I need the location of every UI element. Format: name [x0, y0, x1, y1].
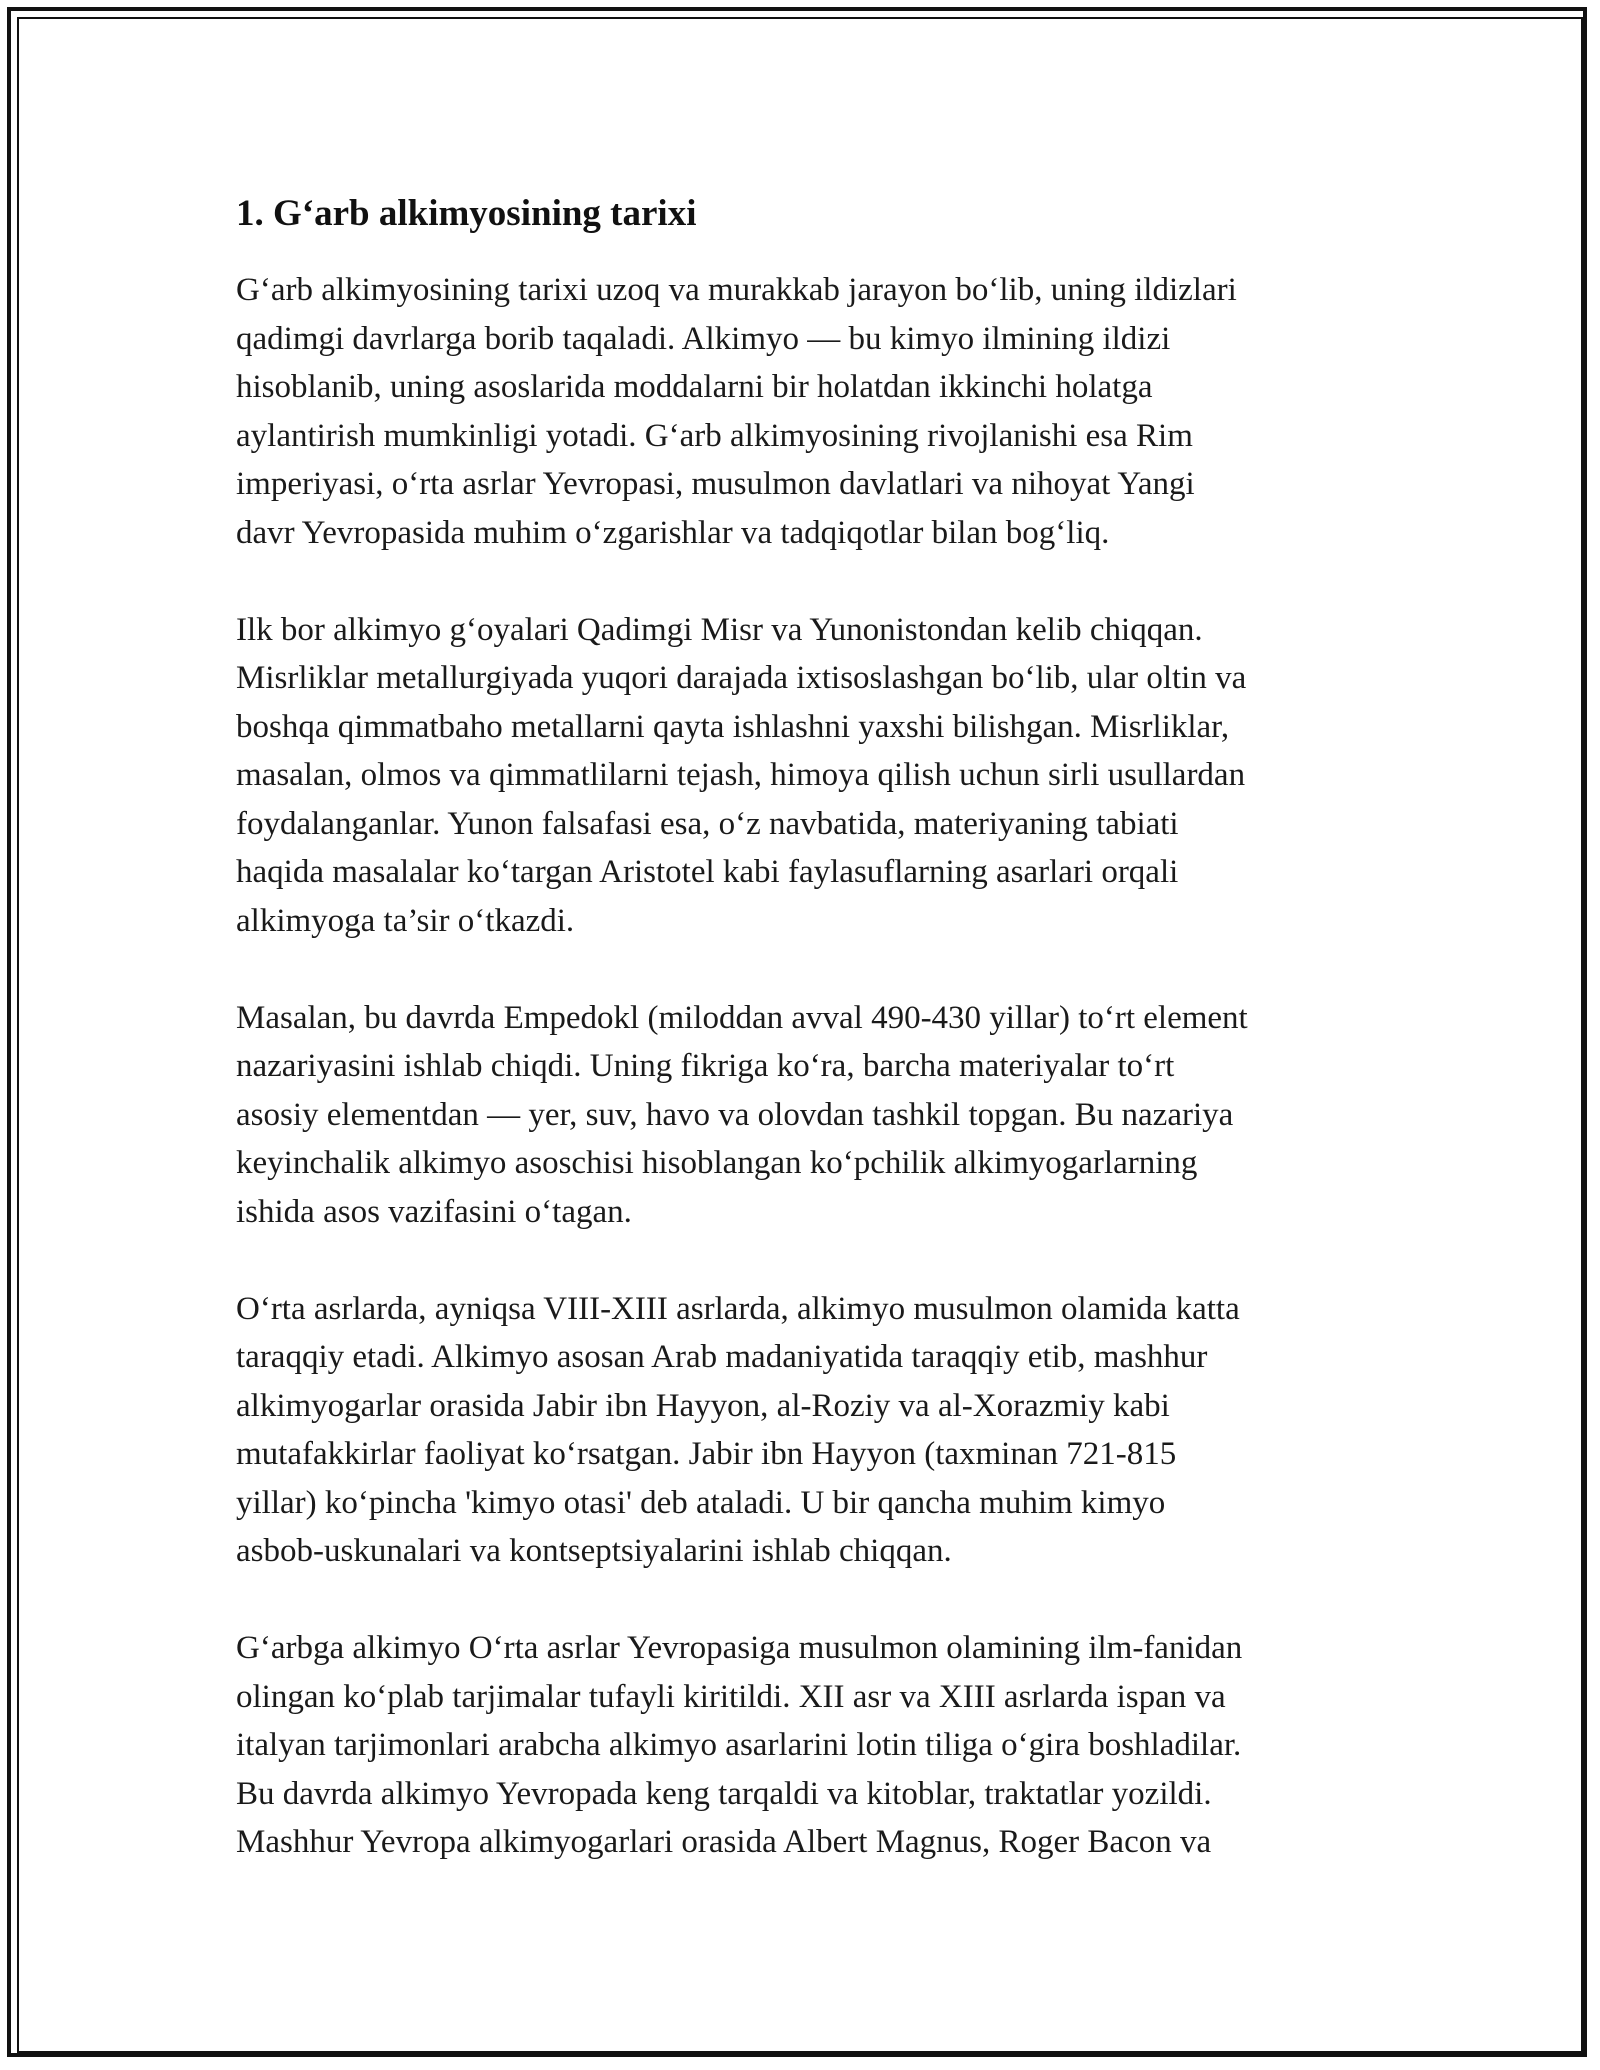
- paragraph-line: haqida masalalar ko‘targan Aristotel kabi faylasuflarning asarlari orqali: [236, 854, 1179, 890]
- section-heading: 1. G‘arb alkimyosining tarixi: [236, 193, 697, 234]
- paragraph-line: taraqqiy etadi. Alkimyo asosan Arab madaniyatida taraqqiy etib, mashhur: [236, 1339, 1208, 1375]
- paragraph-line: G‘arbga alkimyo O‘rta asrlar Yevropasiga musulmon olamining ilm-fanidan: [236, 1630, 1243, 1666]
- paragraph-line: Bu davrda alkimyo Yevropada keng tarqaldi va kitoblar, traktatlar yozildi.: [236, 1775, 1212, 1812]
- paragraph-line: Masalan, bu davrda Empedokl (miloddan avval 490-430 yillar) to‘rt element: [236, 999, 1248, 1036]
- paragraph-line: keyinchalik alkimyo asoschisi hisoblangan ko‘pchilik alkimyogarlarning: [236, 1145, 1198, 1181]
- paragraph-5: [236, 1624, 1376, 1867]
- paragraph-line: O‘rta asrlarda, ayniqsa VIII-XIII asrlarda, alkimyo musulmon olamida katta: [236, 1290, 1240, 1327]
- paragraph-line: boshqa qimmatbaho metallarni qayta ishlashni yaxshi bilishgan. Misrliklar,: [236, 708, 1230, 745]
- paragraph-line: nazariyasini ishlab chiqdi. Uning fikriga ko‘ra, barcha materiyalar to‘rt: [236, 1048, 1175, 1084]
- paragraph-line: davr Yevropasida muhim o‘zgarishlar va tadqiqotlar bilan bog‘liq.: [236, 514, 1110, 551]
- paragraph-line: foydalanganlar. Yunon falsafasi esa, o‘z navbatida, materiyaning tabiati: [236, 805, 1179, 842]
- paragraph-line: imperiyasi, o‘rta asrlar Yevropasi, musulmon davlatlari va nihoyat Yangi: [236, 466, 1195, 502]
- paragraph-line: yillar) ko‘pincha 'kimyo otasi' deb ataladi. U bir qancha muhim kimyo: [236, 1484, 1166, 1521]
- paragraph-4: [236, 1285, 1376, 1576]
- paragraph-line: asosiy elementdan — yer, suv, havo va olovdan tashkil topgan. Bu nazariya: [236, 1096, 1234, 1133]
- paragraph-line: masalan, olmos va qimmatlilarni tejash, himoya qilish uchun sirli usullardan: [236, 757, 1246, 793]
- paragraph-line: italyan tarjimonlari arabcha alkimyo asarlarini lotin tiliga o‘gira boshladilar.: [236, 1727, 1242, 1763]
- paragraph-line: Mashhur Yevropa alkimyogarlari orasida Albert Magnus, Roger Bacon va: [236, 1824, 1212, 1860]
- paragraph-line: aylantirish mumkinligi yotadi. G‘arb alkimyosining rivojlanishi esa Rim: [236, 417, 1193, 454]
- paragraph-line: olingan ko‘plab tarjimalar tufayli kiritildi. XII asr va XIII asrlarda ispan va: [236, 1678, 1226, 1715]
- paragraph-line: mutafakkirlar faoliyat ko‘rsatgan. Jabir ibn Hayyon (taxminan 721-815: [236, 1436, 1177, 1472]
- paragraph-line: G‘arb alkimyosining tarixi uzoq va murakkab jarayon bo‘lib, uning ildizlari: [236, 272, 1237, 308]
- document-body: [236, 188, 1376, 1915]
- paragraph-line: hisoblanib, uning asoslarida moddalarni bir holatdan ikkinchi holatga: [236, 369, 1153, 405]
- paragraph-3: [236, 994, 1376, 1237]
- paragraph-2: [236, 606, 1376, 946]
- paragraph-line: Ilk bor alkimyo g‘oyalari Qadimgi Misr va Yunonistondan kelib chiqqan.: [236, 611, 1203, 648]
- paragraph-line: qadimgi davrlarga borib taqaladi. Alkimyo — bu kimyo ilmining ildizi: [236, 320, 1171, 357]
- paragraph-1: [236, 266, 1376, 557]
- paragraph-line: Misrliklar metallurgiyada yuqori darajada ixtisoslashgan bo‘lib, ular oltin va: [236, 660, 1247, 696]
- paragraph-line: asbob-uskunalari va kontseptsiyalarini ishlab chiqqan.: [236, 1533, 952, 1569]
- paragraph-line: alkimyogarlar orasida Jabir ibn Hayyon, al-Roziy va al-Xorazmiy kabi: [236, 1387, 1170, 1424]
- paragraph-line: ishida asos vazifasini o‘tagan.: [236, 1193, 632, 1230]
- paragraph-line: alkimyoga ta’sir o‘tkazdi.: [236, 902, 575, 939]
